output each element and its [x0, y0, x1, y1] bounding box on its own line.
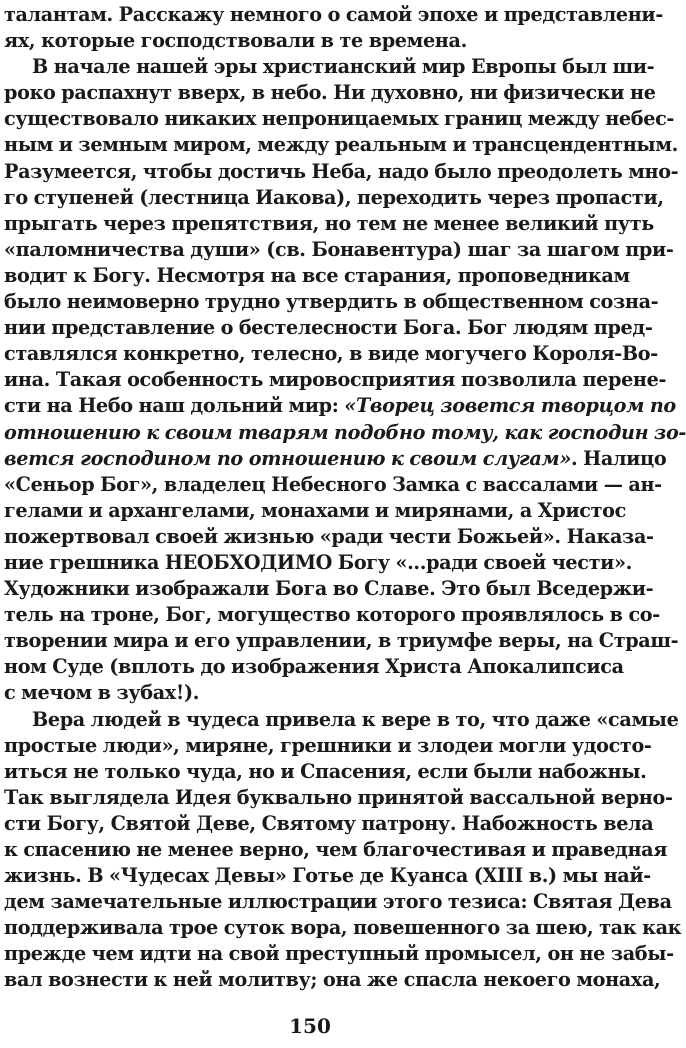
text-line-roman: Художники изображали Бога во Славе. Это был Вседержи-: [4, 577, 654, 601]
text-line: [4, 159, 679, 185]
text-line-roman: существовало никаких непроницаемых границ между небес-: [4, 107, 675, 131]
text-line-roman: сти на Небо наш дольний мир:: [4, 394, 345, 418]
text-line-roman: вал вознести к ней молитву; она же спасла некоего монаха,: [4, 968, 661, 992]
text-line-roman: нии представление о бестелесности Бога. Бог людям пред-: [4, 316, 653, 340]
text-line: [4, 863, 651, 889]
text-line-roman: иться не только чуда, но и Спасения, если были набожны.: [4, 759, 647, 783]
text-line-roman: творении мира и его управлении, в триумфе веры, на Страш-: [4, 629, 679, 653]
text-line-roman: гелами и архангелами, монахами и мирянами, а Христос: [4, 498, 626, 522]
page-number: 150: [289, 1014, 331, 1038]
text-line-roman: ным и земным миром, между реальным и трансцендентным.: [4, 133, 678, 157]
text-line-roman: ях, которые господствовали в те времена.: [4, 29, 467, 53]
text-line-roman: В начале нашей эры христианский мир Европы был ши-: [32, 55, 655, 79]
text-line-roman: с мечом в зубах!).: [4, 681, 200, 705]
text-line: [4, 420, 686, 446]
text-line: [4, 289, 659, 315]
text-line: [4, 2, 663, 28]
text-line-roman: роко распахнут вверх, в небо. Ни духовно, ни физически не: [4, 81, 656, 105]
text-line: [4, 315, 653, 341]
text-line: [4, 550, 633, 576]
text-line-roman: ставлялся конкретно, телесно, в виде могучего Короля-Во-: [4, 342, 658, 366]
text-line: [4, 498, 626, 524]
text-line: [4, 967, 661, 993]
text-line-roman: дем замечательные иллюстрации этого тезиса: Святая Дева: [4, 890, 672, 914]
text-line: [4, 941, 674, 967]
text-line-roman: к спасению не менее верно, чем благочестивая и праведная: [4, 838, 668, 861]
text-line-roman: «Сеньор Бог», владелец Небесного Замка с вассалами — ан-: [4, 472, 662, 496]
text-line-roman: сти Богу, Святой Деве, Святому патрону. Набожность вела: [4, 811, 654, 835]
text-line: [4, 785, 673, 811]
text-line: [4, 211, 654, 237]
text-line-roman: тель на троне, Бог, могущество которого проявлялось в со-: [4, 603, 660, 627]
text-line-roman: ина. Такая особенность мировосприятия позволила перене-: [4, 368, 667, 392]
text-line: [4, 576, 654, 602]
text-line-roman: было неимоверно трудно утвердить в общественном созна-: [4, 290, 659, 314]
text-line: [4, 106, 675, 132]
text-line-roman: Разумеется, чтобы достичь Неба, надо было преодолеть мно-: [4, 159, 679, 183]
text-line: [4, 185, 664, 211]
text-line: [4, 132, 678, 158]
text-line-tail: . Налицо: [570, 446, 667, 470]
text-line-roman: простые люди», миряне, грешники и злодеи могли удосто-: [4, 733, 652, 757]
text-line: [4, 915, 682, 941]
text-line-roman: прыгать через препятствия, но тем не менее великий путь: [4, 211, 654, 235]
text-line: [4, 237, 674, 263]
text-line-roman: талантам. Расскажу немного о самой эпохе и представлени-: [4, 3, 663, 26]
text-line-roman: «паломничества души» (св. Бонавентура) шаг за шагом при-: [4, 237, 674, 261]
text-line-italic: отношению к своим тварям подобно тому, как господин зо-: [4, 420, 686, 444]
text-line-italic: «Творец зовется творцом по: [344, 394, 676, 418]
text-line-roman: пожертвовал своей жизнью «ради чести Божьей». Наказа-: [4, 524, 654, 548]
text-line: [4, 707, 679, 733]
text-line: [4, 524, 654, 550]
text-line: [4, 393, 676, 419]
text-line-roman: жизнь. В «Чудесах Девы» Готье де Куанса (XIII в.) мы най-: [4, 864, 651, 888]
text-line-roman: го ступеней (лестница Иакова), переходить через пропасти,: [4, 185, 664, 209]
text-line-roman: водит к Богу. Несмотря на все старания, проповедникам: [4, 263, 630, 287]
text-line: [4, 341, 658, 367]
text-line-italic: вется господином по отношению к своим слугам»: [4, 446, 571, 470]
text-line: [4, 654, 624, 680]
text-line-roman: ном Суде (вплоть до изображения Христа Апокалипсиса: [4, 655, 624, 679]
text-line: [4, 446, 667, 472]
text-line-roman: поддерживала трое суток вора, повешенного за шею, так как: [4, 916, 682, 940]
text-line-roman: Вера людей в чудеса привела к вере в то, что даже «самые: [32, 707, 679, 731]
text-line-roman: прежде чем идти на свой преступный промысел, он не забы-: [4, 942, 674, 966]
text-line: [4, 54, 655, 80]
text-line: [4, 28, 616, 54]
text-line: [4, 472, 662, 498]
text-line: [4, 680, 616, 706]
text-line: [4, 80, 656, 106]
text-line: [4, 837, 668, 863]
text-line: [4, 733, 652, 759]
text-line: [4, 263, 630, 289]
text-line: [4, 367, 667, 393]
text-line: [4, 889, 672, 915]
body-text: [4, 2, 686, 994]
text-line: [4, 602, 660, 628]
text-line: [4, 759, 647, 785]
text-line-roman: Так выглядела Идея буквально принятой вассальной верно-: [4, 785, 673, 809]
text-line-roman: ние грешника НЕОБХОДИМО Богу «...ради своей чести».: [4, 550, 633, 574]
text-line: [4, 628, 679, 654]
text-line: [4, 811, 654, 837]
